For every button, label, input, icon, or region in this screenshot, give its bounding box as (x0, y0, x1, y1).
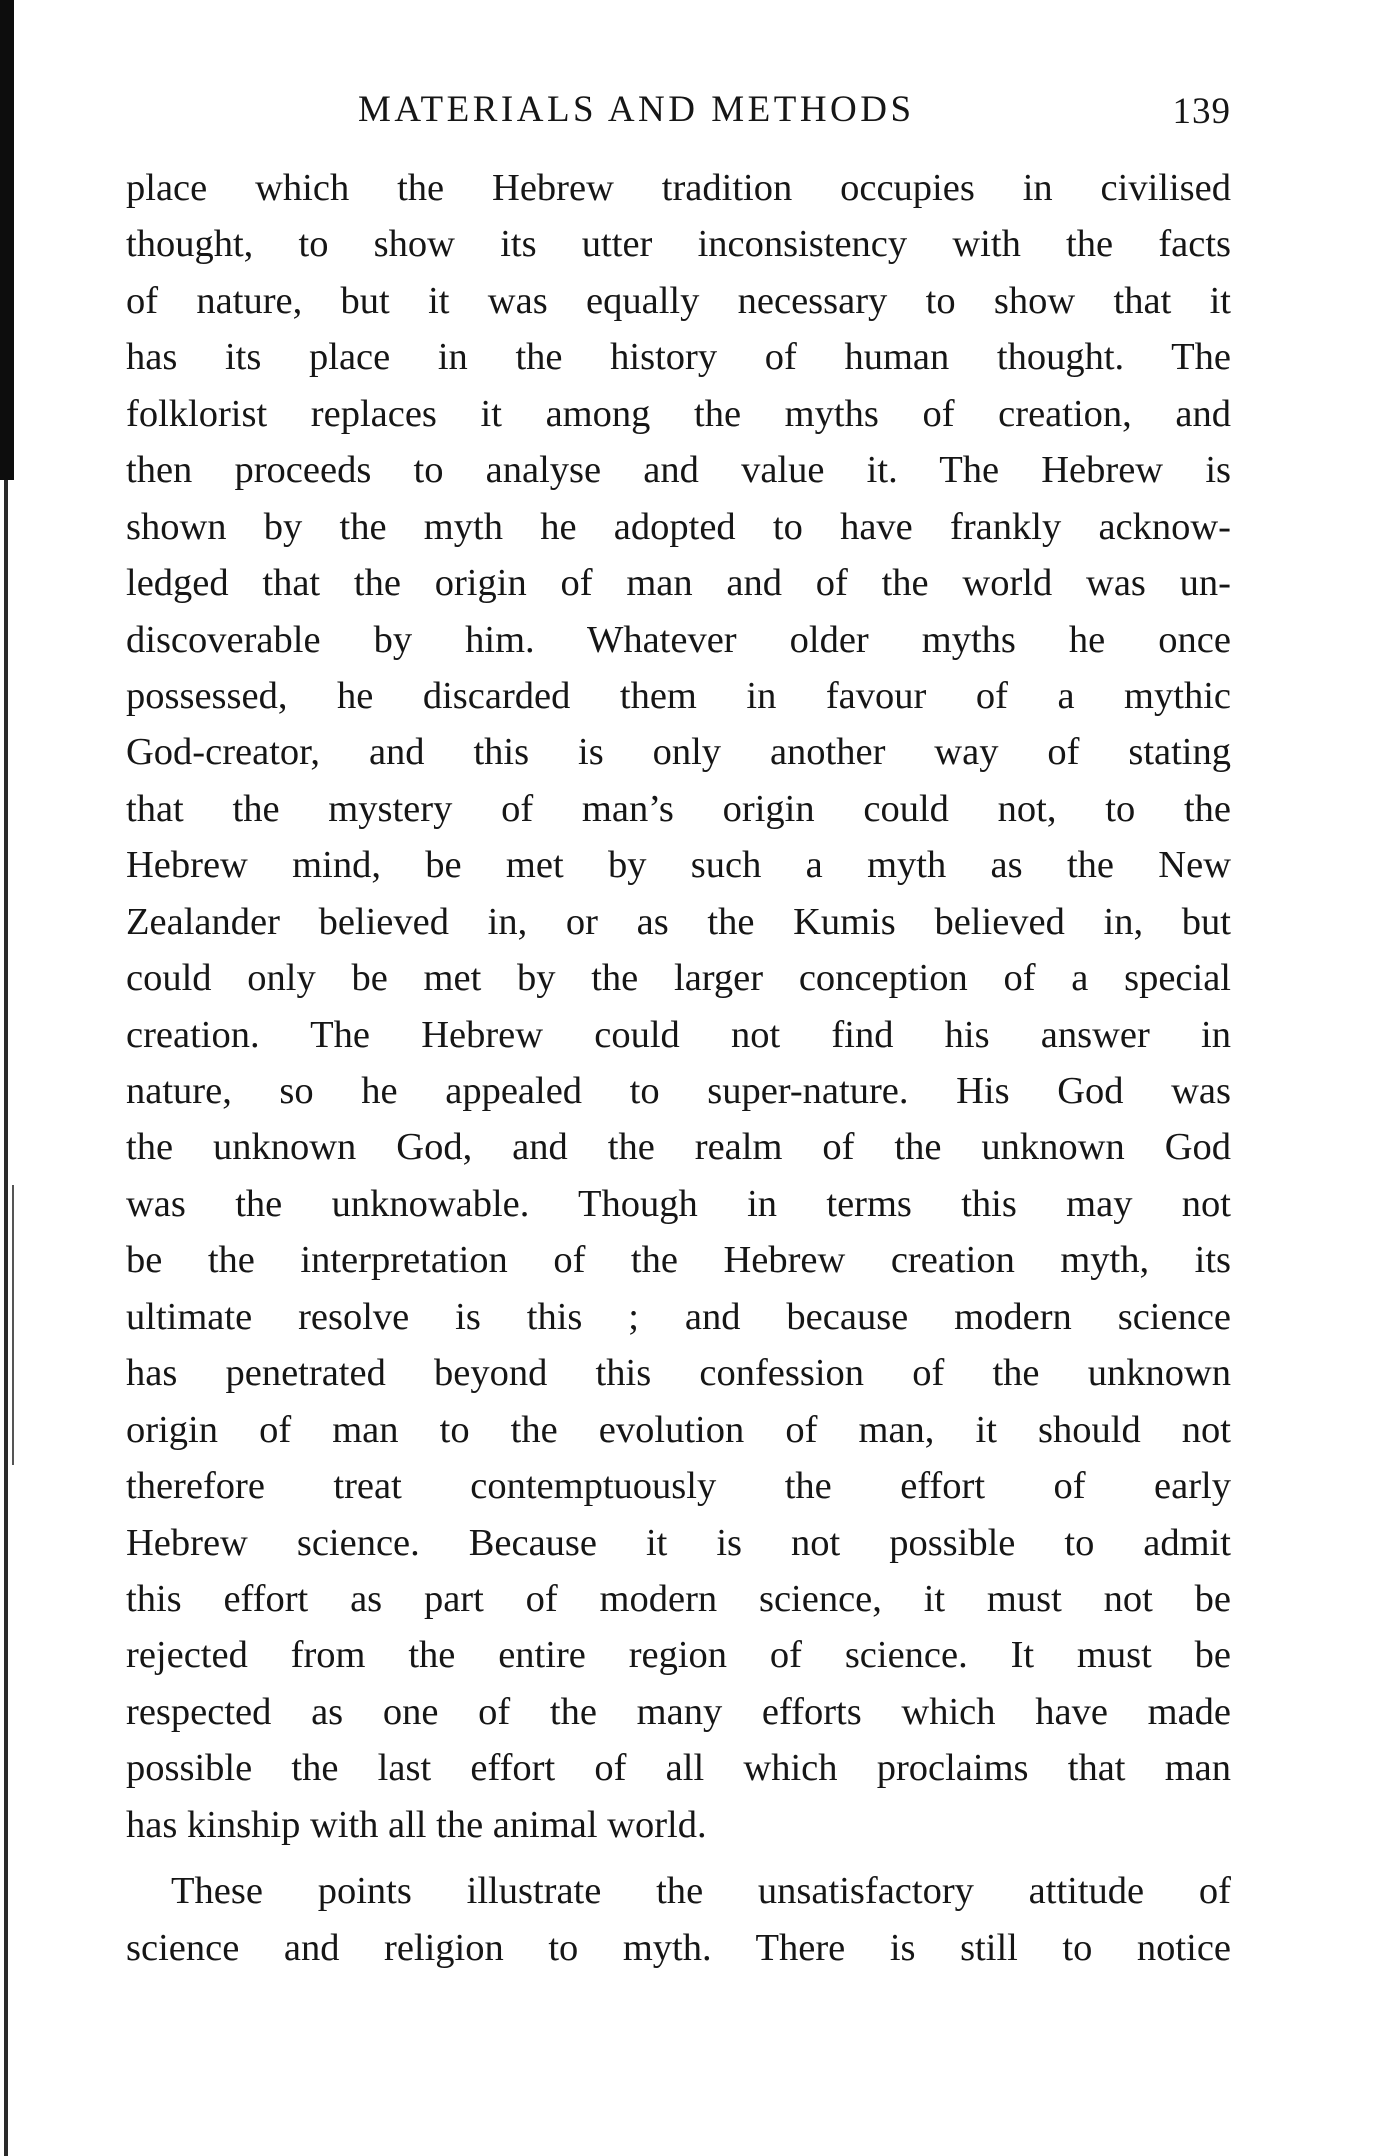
paragraph (126, 160, 1231, 1853)
text-line: possible the last effort of all which proclaims that man (126, 1747, 1231, 1790)
text-line: Hebrew mind, be met by such a myth as the New (126, 844, 1231, 887)
page-edge-line (12, 1185, 14, 1465)
binding-shadow (0, 0, 14, 480)
text-line: this effort as part of modern science, it must not be (126, 1577, 1231, 1620)
text-line: Hebrew science. Because it is not possible to admit (126, 1521, 1231, 1564)
text-line: place which the Hebrew tradition occupies in civilised (126, 167, 1231, 209)
page-header (126, 88, 1231, 144)
page-number: 139 (1172, 91, 1231, 132)
text-line: creation. The Hebrew could not find his answer in (126, 1013, 1231, 1056)
body-text (126, 160, 1231, 1976)
text-line: was the unknowable. Though in terms this may not (126, 1182, 1231, 1225)
text-line: folklorist replaces it among the myths of creation, and (126, 392, 1231, 435)
text-line: origin of man to the evolution of man, it should not (126, 1408, 1231, 1451)
text-line: These points illustrate the unsatisfactory attitude of (171, 1870, 1231, 1913)
text-line: respected as one of the many efforts which have made (126, 1690, 1231, 1733)
text-line: discoverable by him. Whatever older myths he once (126, 618, 1231, 661)
text-line: be the interpretation of the Hebrew creation myth, its (126, 1239, 1231, 1282)
text-line: thought, to show its utter inconsistency with the facts (126, 223, 1231, 266)
text-line: has penetrated beyond this confession of the unknown (126, 1352, 1231, 1395)
running-head: MATERIALS AND METHODS (358, 89, 915, 130)
text-line: nature, so he appealed to super-nature. His God was (126, 1070, 1231, 1112)
text-line: has its place in the history of human thought. The (126, 336, 1231, 379)
text-line: possessed, he discarded them in favour of a mythic (126, 674, 1231, 717)
text-line: that the mystery of man’s origin could not, to the (126, 787, 1231, 830)
text-line: the unknown God, and the realm of the unknown God (126, 1126, 1231, 1169)
text-line: ultimate resolve is this ; and because modern science (126, 1295, 1231, 1338)
text-line: could only be met by the larger conception of a special (126, 957, 1231, 1000)
text-line: of nature, but it was equally necessary to show that it (126, 279, 1231, 322)
page-edge-line (4, 480, 8, 2156)
text-line: therefore treat contemptuously the effort of early (126, 1465, 1231, 1508)
text-line: science and religion to myth. There is still to notice (126, 1926, 1231, 1969)
text-line: rejected from the entire region of science. It must be (126, 1634, 1231, 1677)
text-line: God-creator, and this is only another way of stating (126, 731, 1231, 774)
text-line: has kinship with all the animal world. (126, 1803, 707, 1846)
text-line: ledged that the origin of man and of the world was un- (126, 562, 1231, 605)
text-line: Zealander believed in, or as the Kumis believed in, but (126, 900, 1231, 943)
paragraph (126, 1863, 1231, 1976)
text-line: shown by the myth he adopted to have frankly acknow- (126, 505, 1231, 548)
text-line: then proceeds to analyse and value it. The Hebrew is (126, 449, 1231, 492)
